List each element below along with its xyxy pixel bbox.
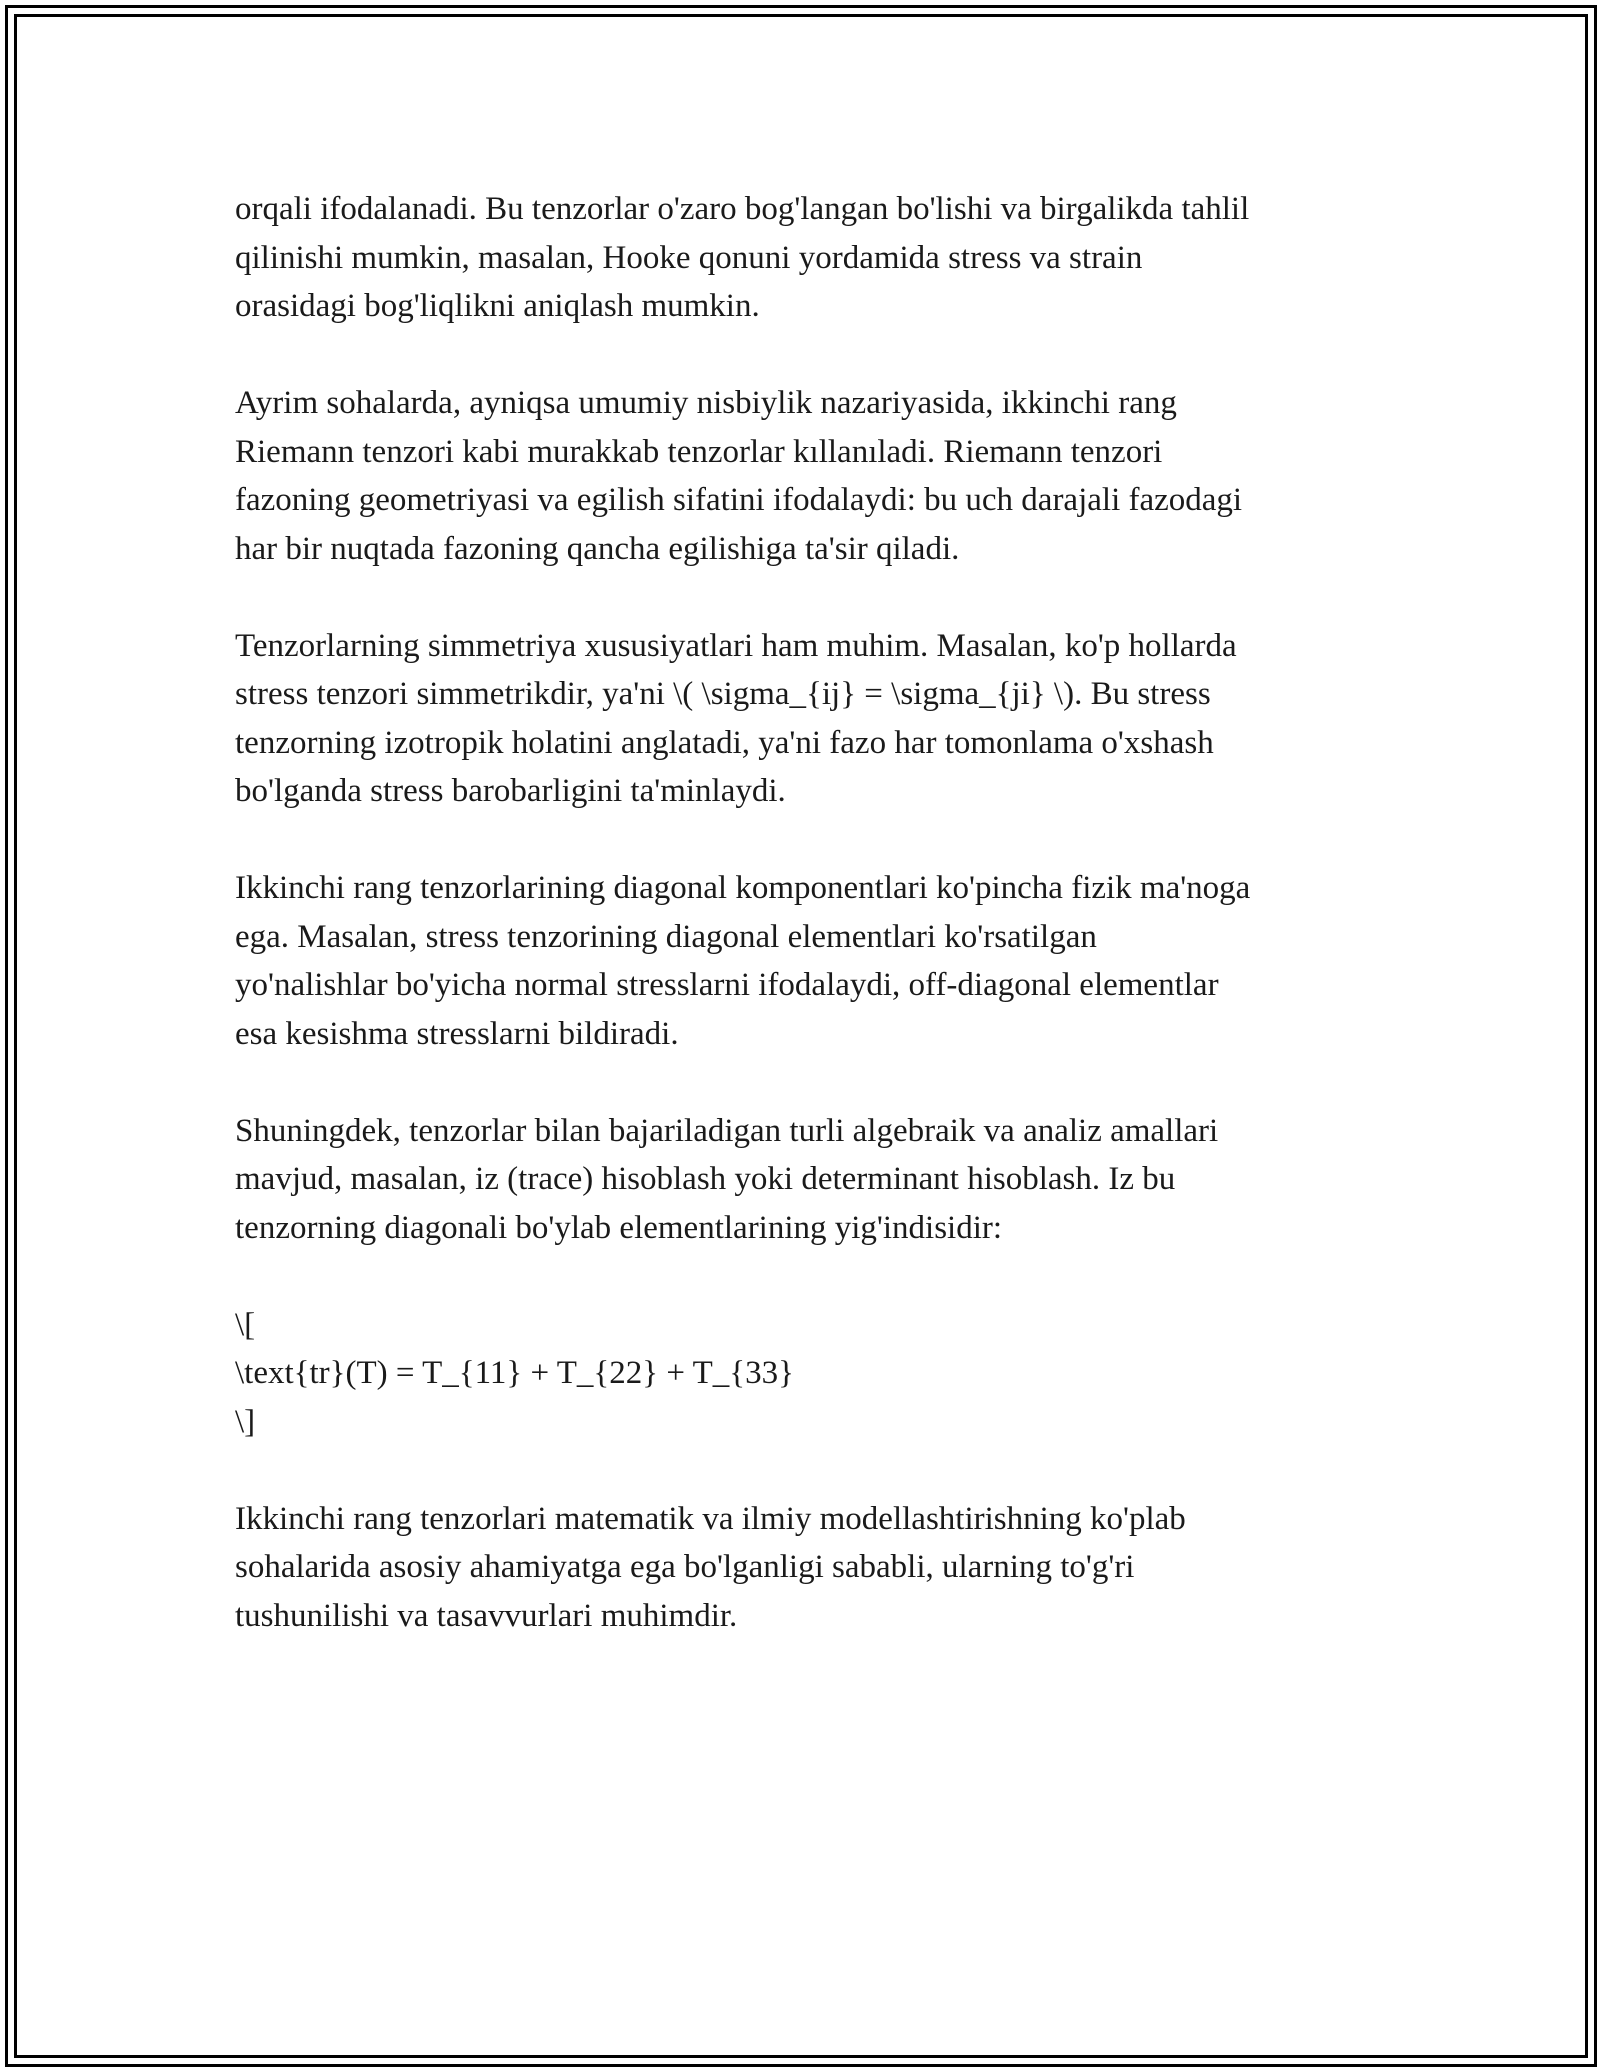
formula-block (235, 1301, 1375, 1447)
closing-paragraph: Ikkinchi rang tenzorlari matematik va ilmiy modellashtirishning ko'plab sohalarida asosiy ahamiyatga ega bo'lganligi sababli, ularning to'g'ri tushunilishi va tasavvurlari muhimdir. (235, 1500, 1186, 1634)
paragraph-4: Ikkinchi rang tenzorlarining diagonal komponentlari ko'pincha fizik ma'noga ega. Masalan, stress tenzorining diagonal elementlari ko'rsatilgan yo'nalishlar bo'yicha normal stresslarni ifodalaydi, off-diagonal elementlar esa kesishma stresslarni bildiradi. (235, 870, 1251, 1052)
paragraph-2: Ayrim sohalarda, ayniqsa umumiy nisbiylik nazariyasida, ikkinchi rang Riemann tenzori kabi murakkab tenzorlar kıllanıladi. Riemann tenzori fazoning geometriyasi va egilish sifatini ifodalaydi: bu uch darajali fazodagi har bir nuqtada fazoning qancha egilishiga ta'sir qiladi. (235, 385, 1243, 567)
paragraph-5: Shuningdek, tenzorlar bilan bajariladigan turli algebraik va analiz amallari mavjud, masalan, iz (trace) hisoblash yoki determinant hisoblash. Iz bu tenzorning diagonali bo'ylab elementlarining yig'indisidir: (235, 1112, 1219, 1246)
paragraph-3: Tenzorlarning simmetriya xususiyatlari ham muhim. Masalan, ko'p hollarda stress tenzori simmetrikdir, ya'ni \( \sigma_{ij} = \sigma_{ji} \). Bu stress tenzorning izotropik holatini anglatadi, ya'ni fazo har tomonlama o'xshash bo'lganda stress barobarligini ta'minlaydi. (235, 627, 1237, 809)
formula-close-delimiter: \] (235, 1403, 256, 1440)
document-body (235, 185, 1375, 1689)
paragraph-1: orqali ifodalanadi. Bu tenzorlar o'zaro bog'langan bo'lishi va birgalikda tahlil qilinishi mumkin, masalan, Hooke qonuni yordamida stress va strain orasidagi bog'liqlikni aniqlash mumkin. (235, 191, 1250, 324)
formula-trace-equation: \text{tr}(T) = T_{11} + T_{22} + T_{33} (235, 1355, 794, 1391)
formula-open-delimiter: \[ (235, 1306, 256, 1343)
